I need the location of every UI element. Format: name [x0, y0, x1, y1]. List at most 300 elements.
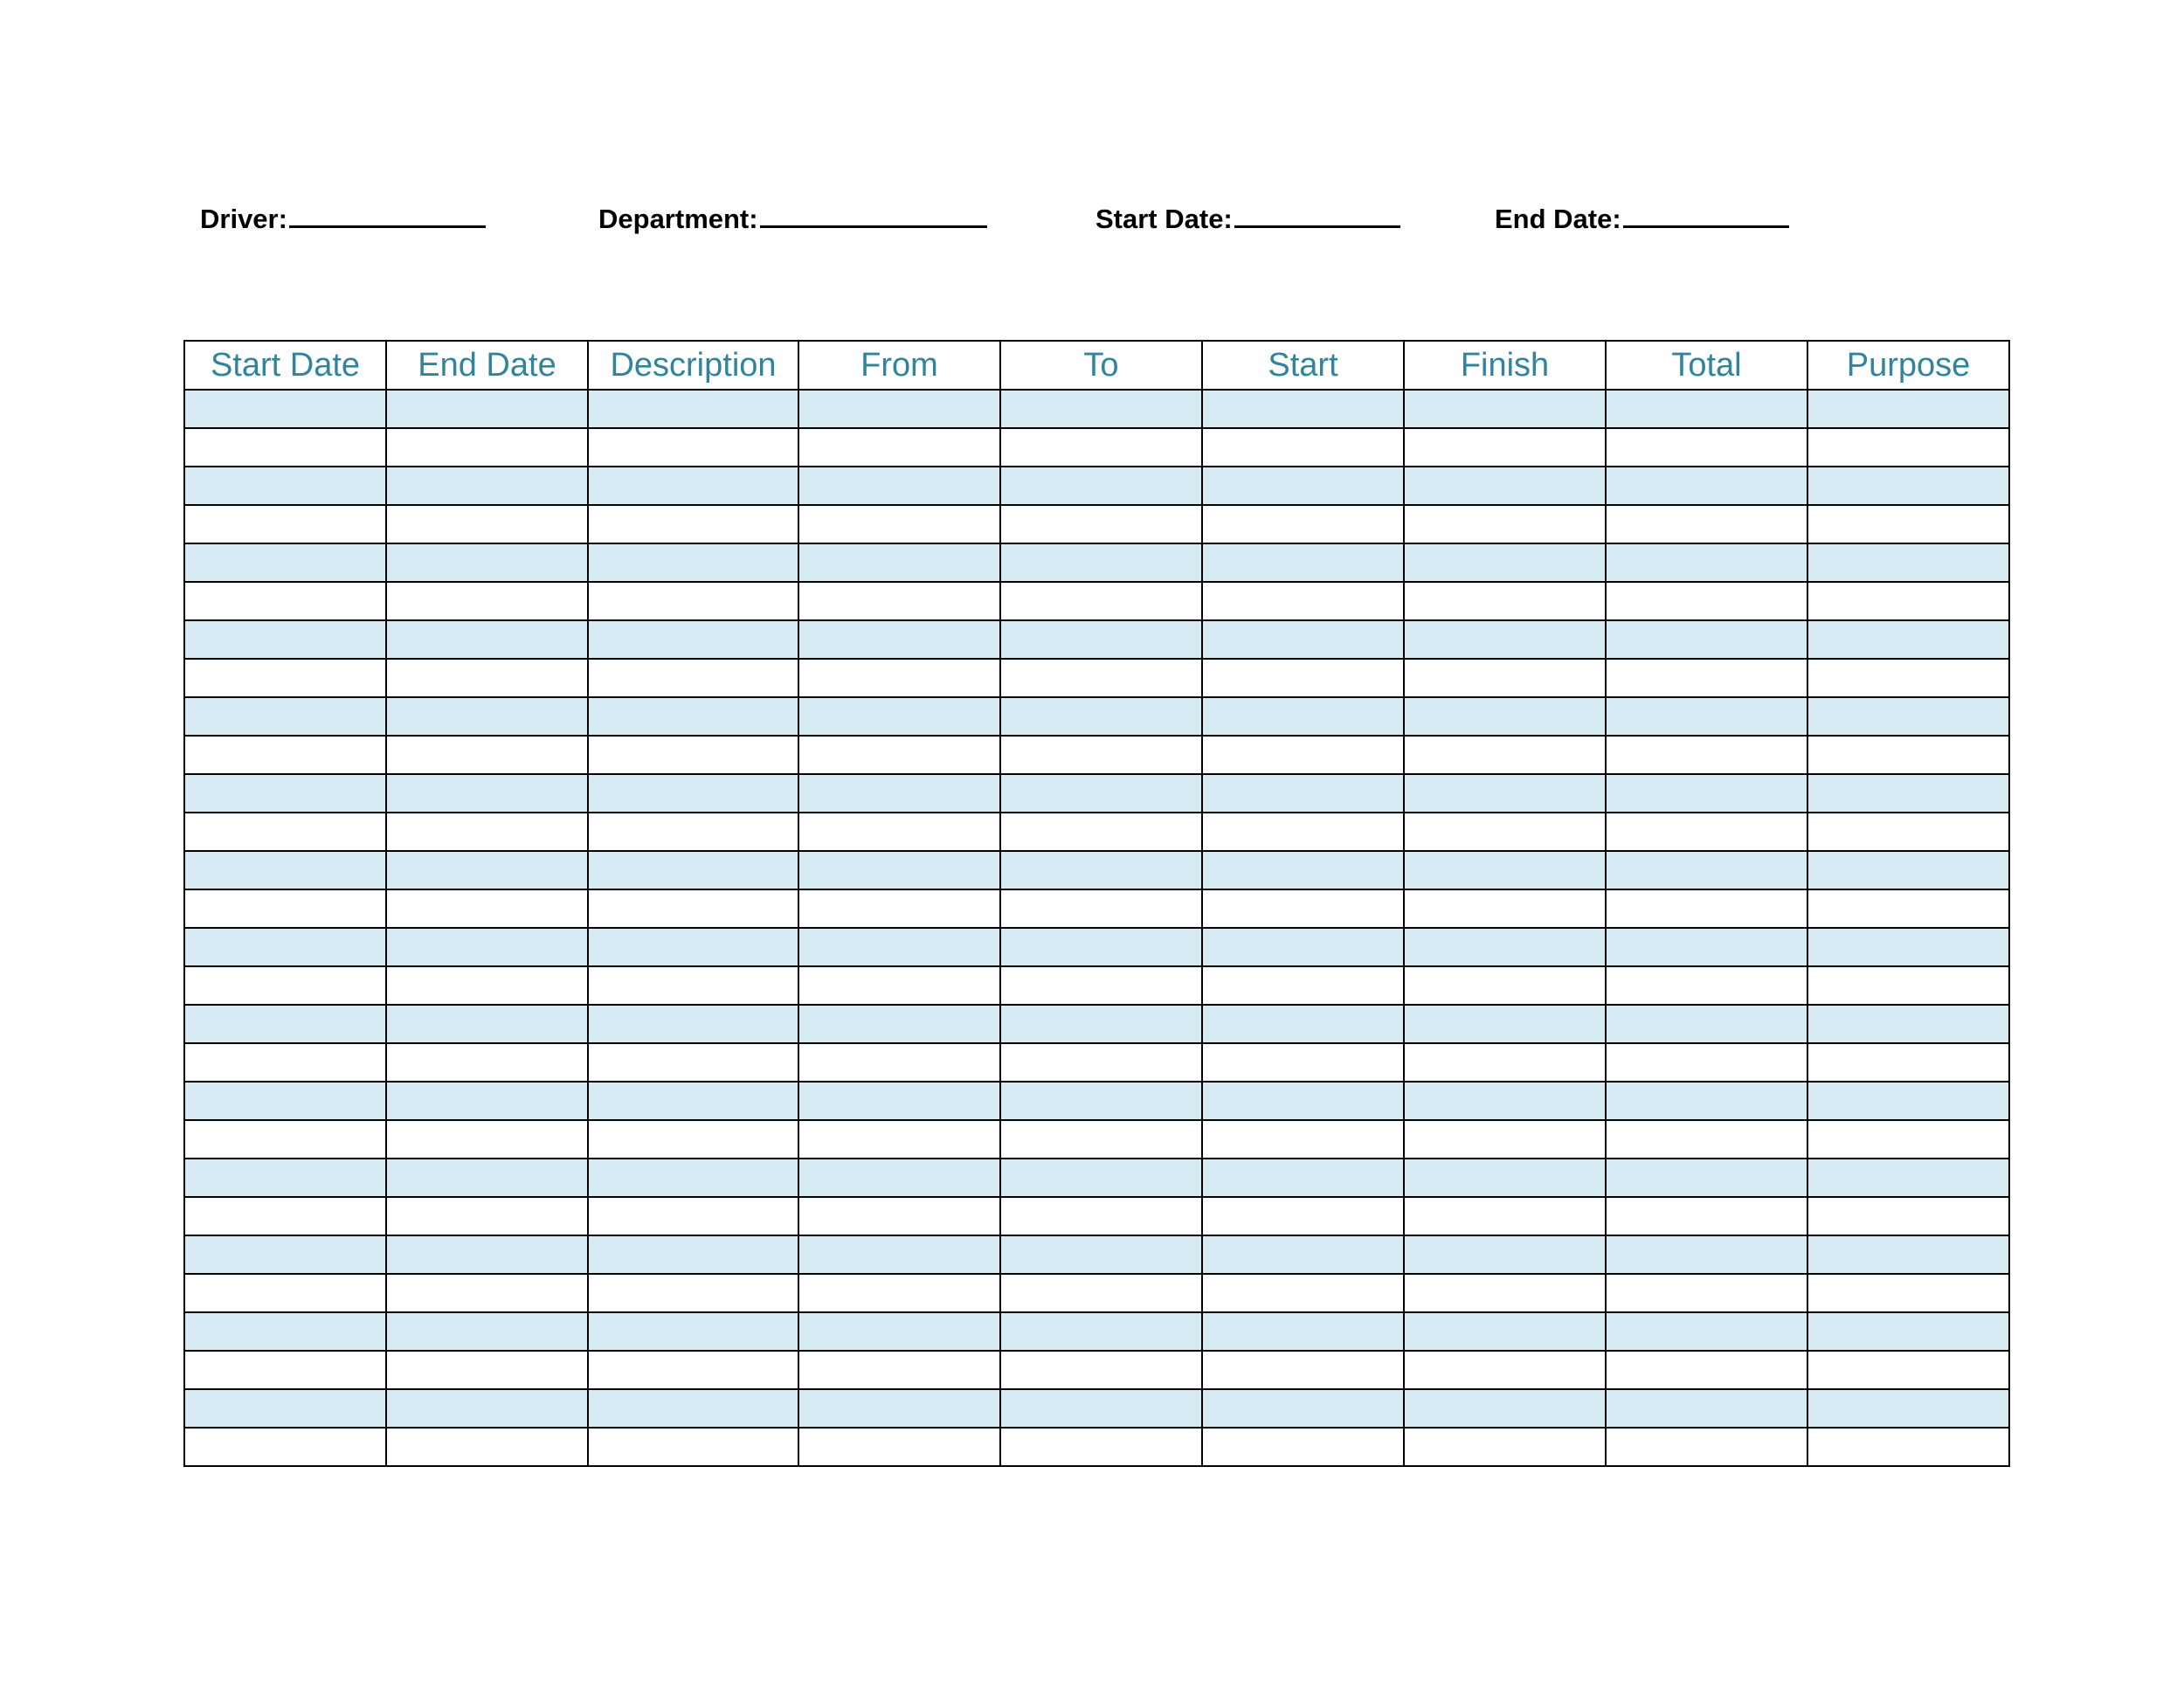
- table-cell-description[interactable]: [588, 1197, 798, 1235]
- table-cell-total[interactable]: [1606, 1159, 1807, 1197]
- table-cell-end-date[interactable]: [386, 582, 588, 620]
- table-cell-from[interactable]: [798, 928, 1000, 966]
- table-cell-finish[interactable]: [1404, 697, 1606, 736]
- table-cell-purpose[interactable]: [1807, 582, 2009, 620]
- table-cell-start-date[interactable]: [184, 620, 386, 659]
- table-row: [184, 1082, 2009, 1120]
- table-cell-start[interactable]: [1202, 813, 1404, 851]
- table-cell-start-date[interactable]: [184, 813, 386, 851]
- table-cell-total[interactable]: [1606, 1428, 1807, 1466]
- table-cell-description[interactable]: [588, 1351, 798, 1389]
- table-cell-from[interactable]: [798, 620, 1000, 659]
- table-row: [184, 889, 2009, 928]
- table-cell-end-date[interactable]: [386, 889, 588, 928]
- table-cell-description[interactable]: [588, 889, 798, 928]
- table-cell-total[interactable]: [1606, 543, 1807, 582]
- table-cell-to[interactable]: [1000, 1197, 1202, 1235]
- table-cell-end-date[interactable]: [386, 428, 588, 467]
- table-cell-start-date[interactable]: [184, 1197, 386, 1235]
- table-cell-from[interactable]: [798, 390, 1000, 428]
- table-cell-finish[interactable]: [1404, 928, 1606, 966]
- table-cell-start[interactable]: [1202, 1159, 1404, 1197]
- table-cell-total[interactable]: [1606, 1082, 1807, 1120]
- table-cell-from[interactable]: [798, 966, 1000, 1005]
- table-cell-description[interactable]: [588, 1082, 798, 1120]
- table-cell-end-date[interactable]: [386, 390, 588, 428]
- table-cell-start-date[interactable]: [184, 1082, 386, 1120]
- table-cell-start-date[interactable]: [184, 928, 386, 966]
- table-cell-finish[interactable]: [1404, 659, 1606, 697]
- table-cell-total[interactable]: [1606, 1389, 1807, 1428]
- table-cell-description[interactable]: [588, 774, 798, 813]
- table-cell-finish[interactable]: [1404, 1428, 1606, 1466]
- table-cell-to[interactable]: [1000, 428, 1202, 467]
- table-cell-from[interactable]: [798, 813, 1000, 851]
- table-cell-start-date[interactable]: [184, 889, 386, 928]
- table-cell-purpose[interactable]: [1807, 1235, 2009, 1274]
- column-header-purpose: Purpose: [1807, 341, 2009, 390]
- table-row: [184, 543, 2009, 582]
- column-header-start-date: Start Date: [184, 341, 386, 390]
- table-cell-total[interactable]: [1606, 1312, 1807, 1351]
- table-row: [184, 620, 2009, 659]
- table-cell-description[interactable]: [588, 1274, 798, 1312]
- table-cell-from[interactable]: [798, 1312, 1000, 1351]
- table-cell-purpose[interactable]: [1807, 1005, 2009, 1043]
- table-cell-start-date[interactable]: [184, 1120, 386, 1159]
- table-cell-finish[interactable]: [1404, 851, 1606, 889]
- table-cell-start[interactable]: [1202, 697, 1404, 736]
- table-cell-from[interactable]: [798, 697, 1000, 736]
- table-cell-start[interactable]: [1202, 1428, 1404, 1466]
- table-cell-finish[interactable]: [1404, 582, 1606, 620]
- table-cell-total[interactable]: [1606, 774, 1807, 813]
- table-cell-description[interactable]: [588, 1428, 798, 1466]
- table-cell-to[interactable]: [1000, 736, 1202, 774]
- table-cell-purpose[interactable]: [1807, 390, 2009, 428]
- table-cell-total[interactable]: [1606, 1351, 1807, 1389]
- table-cell-to[interactable]: [1000, 1159, 1202, 1197]
- table-row: [184, 467, 2009, 505]
- table-cell-start-date[interactable]: [184, 1312, 386, 1351]
- table-cell-finish[interactable]: [1404, 467, 1606, 505]
- table-cell-purpose[interactable]: [1807, 1312, 2009, 1351]
- table-cell-to[interactable]: [1000, 1043, 1202, 1082]
- table-cell-start[interactable]: [1202, 505, 1404, 543]
- table-cell-description[interactable]: [588, 582, 798, 620]
- table-cell-end-date[interactable]: [386, 736, 588, 774]
- driver-label: Driver:: [200, 204, 287, 234]
- table-cell-total[interactable]: [1606, 966, 1807, 1005]
- table-cell-description[interactable]: [588, 1389, 798, 1428]
- start-date-blank-line[interactable]: [1234, 203, 1400, 228]
- table-cell-start[interactable]: [1202, 1312, 1404, 1351]
- table-row: [184, 774, 2009, 813]
- table-cell-to[interactable]: [1000, 851, 1202, 889]
- table-cell-from[interactable]: [798, 889, 1000, 928]
- table-cell-description[interactable]: [588, 813, 798, 851]
- table-cell-description[interactable]: [588, 1005, 798, 1043]
- table-cell-start[interactable]: [1202, 736, 1404, 774]
- table-cell-finish[interactable]: [1404, 428, 1606, 467]
- column-header-total: Total: [1606, 341, 1807, 390]
- department-field[interactable]: [598, 203, 987, 235]
- table-row: [184, 736, 2009, 774]
- table-cell-from[interactable]: [798, 1197, 1000, 1235]
- table-cell-to[interactable]: [1000, 1235, 1202, 1274]
- table-cell-start-date[interactable]: [184, 1428, 386, 1466]
- table-cell-to[interactable]: [1000, 1274, 1202, 1312]
- table-cell-start[interactable]: [1202, 582, 1404, 620]
- table-cell-purpose[interactable]: [1807, 428, 2009, 467]
- table-cell-start-date[interactable]: [184, 966, 386, 1005]
- table-cell-description[interactable]: [588, 1159, 798, 1197]
- table-cell-start[interactable]: [1202, 1082, 1404, 1120]
- table-cell-to[interactable]: [1000, 620, 1202, 659]
- table-cell-end-date[interactable]: [386, 1082, 588, 1120]
- table-cell-purpose[interactable]: [1807, 851, 2009, 889]
- table-cell-purpose[interactable]: [1807, 1082, 2009, 1120]
- table-cell-start[interactable]: [1202, 1197, 1404, 1235]
- table-cell-start[interactable]: [1202, 543, 1404, 582]
- table-cell-purpose[interactable]: [1807, 1120, 2009, 1159]
- table-cell-start-date[interactable]: [184, 736, 386, 774]
- table-cell-purpose[interactable]: [1807, 1197, 2009, 1235]
- table-cell-purpose[interactable]: [1807, 736, 2009, 774]
- table-cell-to[interactable]: [1000, 1351, 1202, 1389]
- table-cell-start-date[interactable]: [184, 1274, 386, 1312]
- table-cell-to[interactable]: [1000, 1389, 1202, 1428]
- table-cell-from[interactable]: [798, 851, 1000, 889]
- table-cell-start[interactable]: [1202, 1235, 1404, 1274]
- table-cell-to[interactable]: [1000, 966, 1202, 1005]
- table-cell-start[interactable]: [1202, 1005, 1404, 1043]
- table-cell-end-date[interactable]: [386, 1351, 588, 1389]
- table-cell-start-date[interactable]: [184, 1005, 386, 1043]
- start-date-field[interactable]: [1095, 203, 1400, 235]
- table-row: [184, 851, 2009, 889]
- table-cell-start-date[interactable]: [184, 1351, 386, 1389]
- table-cell-purpose[interactable]: [1807, 966, 2009, 1005]
- table-row: [184, 659, 2009, 697]
- table-cell-from[interactable]: [798, 659, 1000, 697]
- table-cell-purpose[interactable]: [1807, 889, 2009, 928]
- table-cell-description[interactable]: [588, 736, 798, 774]
- table-cell-total[interactable]: [1606, 1235, 1807, 1274]
- table-cell-purpose[interactable]: [1807, 697, 2009, 736]
- end-date-blank-line[interactable]: [1623, 203, 1789, 228]
- table-cell-description[interactable]: [588, 928, 798, 966]
- table-cell-description[interactable]: [588, 851, 798, 889]
- table-cell-total[interactable]: [1606, 1043, 1807, 1082]
- table-cell-purpose[interactable]: [1807, 774, 2009, 813]
- table-cell-finish[interactable]: [1404, 390, 1606, 428]
- table-cell-finish[interactable]: [1404, 505, 1606, 543]
- table-cell-start-date[interactable]: [184, 697, 386, 736]
- table-cell-to[interactable]: [1000, 659, 1202, 697]
- table-cell-finish[interactable]: [1404, 1235, 1606, 1274]
- column-header-end-date: End Date: [386, 341, 588, 390]
- table-cell-end-date[interactable]: [386, 851, 588, 889]
- table-row: [184, 1120, 2009, 1159]
- table-cell-finish[interactable]: [1404, 1082, 1606, 1120]
- column-header-finish: Finish: [1404, 341, 1606, 390]
- table-cell-purpose[interactable]: [1807, 620, 2009, 659]
- department-blank-line[interactable]: [760, 203, 987, 228]
- table-cell-start[interactable]: [1202, 1274, 1404, 1312]
- table-cell-total[interactable]: [1606, 582, 1807, 620]
- table-cell-description[interactable]: [588, 966, 798, 1005]
- table-cell-end-date[interactable]: [386, 813, 588, 851]
- table-cell-to[interactable]: [1000, 543, 1202, 582]
- table-row: [184, 428, 2009, 467]
- table-cell-start-date[interactable]: [184, 851, 386, 889]
- table-cell-to[interactable]: [1000, 813, 1202, 851]
- table-cell-from[interactable]: [798, 582, 1000, 620]
- table-cell-description[interactable]: [588, 543, 798, 582]
- table-cell-to[interactable]: [1000, 928, 1202, 966]
- table-cell-finish[interactable]: [1404, 1120, 1606, 1159]
- table-cell-end-date[interactable]: [386, 1197, 588, 1235]
- table-cell-start-date[interactable]: [184, 390, 386, 428]
- column-header-start: Start: [1202, 341, 1404, 390]
- table-body: [184, 390, 2009, 1466]
- table-cell-from[interactable]: [798, 1043, 1000, 1082]
- table-cell-description[interactable]: [588, 1235, 798, 1274]
- table-cell-from[interactable]: [798, 543, 1000, 582]
- table-cell-start[interactable]: [1202, 1043, 1404, 1082]
- column-header-description: Description: [588, 341, 798, 390]
- table-row: [184, 813, 2009, 851]
- table-cell-finish[interactable]: [1404, 1043, 1606, 1082]
- table-cell-from[interactable]: [798, 1274, 1000, 1312]
- table-cell-description[interactable]: [588, 428, 798, 467]
- table-cell-purpose[interactable]: [1807, 1043, 2009, 1082]
- table-cell-from[interactable]: [798, 428, 1000, 467]
- table-cell-end-date[interactable]: [386, 1389, 588, 1428]
- column-header-to: To: [1000, 341, 1202, 390]
- table-cell-from[interactable]: [798, 1005, 1000, 1043]
- driver-blank-line[interactable]: [289, 203, 486, 228]
- table-cell-from[interactable]: [798, 1235, 1000, 1274]
- table-cell-purpose[interactable]: [1807, 813, 2009, 851]
- table-cell-finish[interactable]: [1404, 1159, 1606, 1197]
- table-cell-to[interactable]: [1000, 505, 1202, 543]
- mileage-log-table: [183, 340, 2010, 1467]
- table-cell-finish[interactable]: [1404, 889, 1606, 928]
- table-cell-end-date[interactable]: [386, 1120, 588, 1159]
- table-cell-description[interactable]: [588, 1120, 798, 1159]
- table-cell-description[interactable]: [588, 1043, 798, 1082]
- table-cell-to[interactable]: [1000, 1312, 1202, 1351]
- column-header-from: From: [798, 341, 1000, 390]
- table-cell-total[interactable]: [1606, 928, 1807, 966]
- table-row: [184, 697, 2009, 736]
- table-cell-start-date[interactable]: [184, 659, 386, 697]
- table-cell-from[interactable]: [798, 1428, 1000, 1466]
- table-cell-description[interactable]: [588, 390, 798, 428]
- table-cell-end-date[interactable]: [386, 1159, 588, 1197]
- table-cell-start[interactable]: [1202, 851, 1404, 889]
- table-cell-purpose[interactable]: [1807, 928, 2009, 966]
- table-cell-start[interactable]: [1202, 1351, 1404, 1389]
- table-cell-description[interactable]: [588, 505, 798, 543]
- table-cell-from[interactable]: [798, 1082, 1000, 1120]
- table-cell-end-date[interactable]: [386, 543, 588, 582]
- table-cell-total[interactable]: [1606, 851, 1807, 889]
- end-date-label: End Date:: [1495, 204, 1621, 234]
- table-cell-to[interactable]: [1000, 1082, 1202, 1120]
- table-cell-from[interactable]: [798, 467, 1000, 505]
- table-cell-total[interactable]: [1606, 1274, 1807, 1312]
- table-cell-total[interactable]: [1606, 813, 1807, 851]
- table-row: [184, 1197, 2009, 1235]
- table-cell-total[interactable]: [1606, 889, 1807, 928]
- table-cell-start[interactable]: [1202, 620, 1404, 659]
- table-cell-from[interactable]: [798, 774, 1000, 813]
- table-cell-to[interactable]: [1000, 1428, 1202, 1466]
- table-cell-start-date[interactable]: [184, 1159, 386, 1197]
- table-cell-to[interactable]: [1000, 889, 1202, 928]
- table-row: [184, 1159, 2009, 1197]
- table-cell-to[interactable]: [1000, 582, 1202, 620]
- table-row: [184, 505, 2009, 543]
- table-cell-from[interactable]: [798, 505, 1000, 543]
- table-cell-description[interactable]: [588, 467, 798, 505]
- table-cell-finish[interactable]: [1404, 1312, 1606, 1351]
- table-cell-start[interactable]: [1202, 428, 1404, 467]
- table-cell-from[interactable]: [798, 1389, 1000, 1428]
- table-cell-finish[interactable]: [1404, 1005, 1606, 1043]
- table-cell-start-date[interactable]: [184, 505, 386, 543]
- table-row: [184, 928, 2009, 966]
- table-cell-purpose[interactable]: [1807, 467, 2009, 505]
- table-cell-start[interactable]: [1202, 1120, 1404, 1159]
- table-cell-start[interactable]: [1202, 928, 1404, 966]
- table-cell-end-date[interactable]: [386, 966, 588, 1005]
- table-cell-total[interactable]: [1606, 659, 1807, 697]
- table-cell-total[interactable]: [1606, 697, 1807, 736]
- table-cell-to[interactable]: [1000, 467, 1202, 505]
- table-row: [184, 1428, 2009, 1466]
- table-cell-end-date[interactable]: [386, 774, 588, 813]
- table-cell-finish[interactable]: [1404, 543, 1606, 582]
- table-cell-total[interactable]: [1606, 1120, 1807, 1159]
- table-cell-start-date[interactable]: [184, 543, 386, 582]
- table-cell-end-date[interactable]: [386, 1043, 588, 1082]
- table-row: [184, 966, 2009, 1005]
- table-cell-start-date[interactable]: [184, 1235, 386, 1274]
- table-cell-end-date[interactable]: [386, 467, 588, 505]
- table-cell-total[interactable]: [1606, 1197, 1807, 1235]
- table-cell-purpose[interactable]: [1807, 1159, 2009, 1197]
- table-cell-purpose[interactable]: [1807, 505, 2009, 543]
- table-row: [184, 1005, 2009, 1043]
- table-cell-start-date[interactable]: [184, 1389, 386, 1428]
- table-cell-total[interactable]: [1606, 736, 1807, 774]
- table-cell-start-date[interactable]: [184, 774, 386, 813]
- table-cell-end-date[interactable]: [386, 697, 588, 736]
- table-cell-end-date[interactable]: [386, 928, 588, 966]
- table-cell-end-date[interactable]: [386, 1312, 588, 1351]
- table-cell-description[interactable]: [588, 659, 798, 697]
- table-cell-end-date[interactable]: [386, 1428, 588, 1466]
- table-cell-start[interactable]: [1202, 889, 1404, 928]
- department-label: Department:: [598, 204, 758, 234]
- table-row: [184, 1312, 2009, 1351]
- table-cell-finish[interactable]: [1404, 1351, 1606, 1389]
- table-cell-finish[interactable]: [1404, 736, 1606, 774]
- table-cell-from[interactable]: [798, 1351, 1000, 1389]
- table-cell-from[interactable]: [798, 1159, 1000, 1197]
- table-cell-total[interactable]: [1606, 505, 1807, 543]
- table-cell-finish[interactable]: [1404, 620, 1606, 659]
- table-cell-description[interactable]: [588, 697, 798, 736]
- table-cell-end-date[interactable]: [386, 1235, 588, 1274]
- table-cell-finish[interactable]: [1404, 966, 1606, 1005]
- table-cell-start[interactable]: [1202, 1389, 1404, 1428]
- table-cell-purpose[interactable]: [1807, 659, 2009, 697]
- table-cell-end-date[interactable]: [386, 1274, 588, 1312]
- table-cell-purpose[interactable]: [1807, 1351, 2009, 1389]
- end-date-field[interactable]: [1495, 203, 1789, 235]
- table-cell-finish[interactable]: [1404, 1274, 1606, 1312]
- table-cell-start[interactable]: [1202, 774, 1404, 813]
- table-cell-start-date[interactable]: [184, 428, 386, 467]
- table-cell-total[interactable]: [1606, 620, 1807, 659]
- table-cell-finish[interactable]: [1404, 1197, 1606, 1235]
- table-cell-to[interactable]: [1000, 1005, 1202, 1043]
- table-cell-total[interactable]: [1606, 1005, 1807, 1043]
- table-cell-start[interactable]: [1202, 659, 1404, 697]
- table-cell-end-date[interactable]: [386, 659, 588, 697]
- start-date-label: Start Date:: [1095, 204, 1233, 234]
- table-cell-to[interactable]: [1000, 697, 1202, 736]
- table-cell-description[interactable]: [588, 1312, 798, 1351]
- table-cell-start-date[interactable]: [184, 582, 386, 620]
- table-cell-total[interactable]: [1606, 467, 1807, 505]
- table-row: [184, 1274, 2009, 1312]
- table-cell-start[interactable]: [1202, 390, 1404, 428]
- table-cell-total[interactable]: [1606, 428, 1807, 467]
- table-cell-end-date[interactable]: [386, 505, 588, 543]
- table-cell-from[interactable]: [798, 736, 1000, 774]
- table-row: [184, 1389, 2009, 1428]
- table-cell-purpose[interactable]: [1807, 1274, 2009, 1312]
- table-cell-finish[interactable]: [1404, 774, 1606, 813]
- table-cell-to[interactable]: [1000, 1120, 1202, 1159]
- table-cell-to[interactable]: [1000, 774, 1202, 813]
- table-row: [184, 582, 2009, 620]
- table-cell-purpose[interactable]: [1807, 543, 2009, 582]
- table-cell-start[interactable]: [1202, 966, 1404, 1005]
- table-cell-purpose[interactable]: [1807, 1389, 2009, 1428]
- table-cell-start-date[interactable]: [184, 467, 386, 505]
- table-row: [184, 1043, 2009, 1082]
- table-cell-finish[interactable]: [1404, 1389, 1606, 1428]
- table-cell-total[interactable]: [1606, 390, 1807, 428]
- table-cell-end-date[interactable]: [386, 1005, 588, 1043]
- table-cell-end-date[interactable]: [386, 620, 588, 659]
- table-cell-start-date[interactable]: [184, 1043, 386, 1082]
- table-cell-description[interactable]: [588, 620, 798, 659]
- table-cell-purpose[interactable]: [1807, 1428, 2009, 1466]
- table-cell-start[interactable]: [1202, 467, 1404, 505]
- table-cell-from[interactable]: [798, 1120, 1000, 1159]
- driver-field[interactable]: [200, 203, 486, 235]
- table-cell-to[interactable]: [1000, 390, 1202, 428]
- table-cell-finish[interactable]: [1404, 813, 1606, 851]
